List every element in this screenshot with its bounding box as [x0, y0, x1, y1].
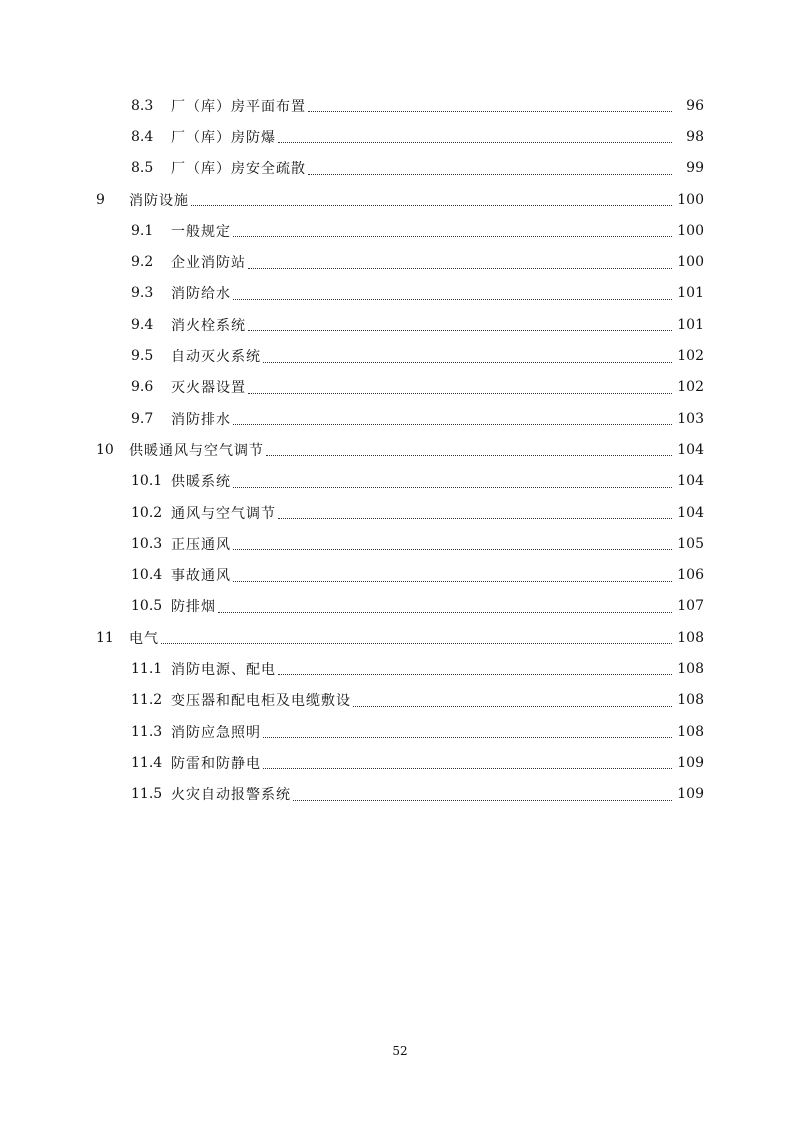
- toc-entry[interactable]: [0, 246, 800, 277]
- toc-entry-title: 通风与空气调节: [171, 505, 276, 522]
- toc-entry-title: 灭火器设置: [171, 380, 246, 397]
- dot-leader: [266, 455, 672, 456]
- dot-leader: [218, 612, 672, 613]
- toc-entry[interactable]: [0, 153, 800, 184]
- toc-entry-title: 一般规定: [171, 223, 231, 240]
- table-of-contents: [0, 90, 800, 810]
- toc-entry-number: 11.1: [131, 660, 163, 677]
- toc-entry-number: 9.4: [131, 316, 154, 333]
- toc-entry-number: 9: [96, 191, 105, 208]
- toc-entry[interactable]: [0, 121, 800, 152]
- toc-entry-title: 事故通风: [171, 568, 231, 585]
- toc-entry-page: 99: [686, 160, 704, 177]
- toc-entry[interactable]: [0, 622, 800, 653]
- dot-leader: [278, 518, 672, 519]
- toc-entry[interactable]: [0, 278, 800, 309]
- dot-leader: [233, 487, 672, 488]
- toc-entry-title: 消防应急照明: [171, 724, 261, 741]
- toc-entry-page: 104: [677, 504, 704, 521]
- toc-entry-page: 101: [677, 285, 704, 302]
- toc-entry-title: 电气: [129, 630, 159, 647]
- toc-entry-title: 消防排水: [171, 411, 231, 428]
- toc-entry-page: 100: [677, 254, 704, 271]
- toc-entry-title: 消防电源、配电: [171, 661, 276, 678]
- toc-entry[interactable]: [0, 403, 800, 434]
- toc-entry[interactable]: [0, 466, 800, 497]
- toc-entry-title: 变压器和配电柜及电缆敷设: [171, 693, 351, 710]
- toc-entry[interactable]: [0, 716, 800, 747]
- toc-entry-title: 厂（库）房安全疏散: [171, 161, 306, 178]
- toc-entry-number: 11.2: [131, 692, 163, 709]
- toc-entry-number: 8.4: [131, 128, 154, 145]
- toc-entry[interactable]: [0, 184, 800, 215]
- toc-entry-page: 101: [677, 316, 704, 333]
- dot-leader: [248, 330, 672, 331]
- toc-entry-page: 106: [677, 567, 704, 584]
- toc-entry-number: 10.1: [131, 473, 163, 490]
- toc-entry-page: 107: [677, 598, 704, 615]
- dot-leader: [233, 299, 672, 300]
- toc-entry[interactable]: [0, 372, 800, 403]
- dot-leader: [293, 800, 672, 801]
- toc-entry-page: 104: [677, 441, 704, 458]
- toc-entry-page: 109: [677, 786, 704, 803]
- dot-leader: [233, 581, 672, 582]
- toc-entry[interactable]: [0, 528, 800, 559]
- toc-entry[interactable]: [0, 340, 800, 371]
- dot-leader: [308, 111, 672, 112]
- toc-entry-title: 防排烟: [171, 599, 216, 616]
- toc-entry-number: 10: [96, 441, 114, 458]
- toc-entry-number: 8.3: [131, 97, 154, 114]
- toc-entry-number: 10.5: [131, 598, 163, 615]
- toc-entry-number: 9.7: [131, 410, 154, 427]
- toc-entry-number: 11.5: [131, 786, 163, 803]
- toc-entry-page: 108: [677, 629, 704, 646]
- toc-entry-page: 109: [677, 754, 704, 771]
- dot-leader: [233, 424, 672, 425]
- toc-entry-title: 消防设施: [129, 192, 189, 209]
- dot-leader: [263, 362, 672, 363]
- dot-leader: [263, 768, 672, 769]
- dot-leader: [248, 268, 672, 269]
- dot-leader: [233, 236, 672, 237]
- toc-entry-page: 96: [686, 97, 704, 114]
- toc-entry-title: 消火栓系统: [171, 317, 246, 334]
- toc-entry-number: 10.3: [131, 535, 163, 552]
- dot-leader: [278, 674, 672, 675]
- toc-entry[interactable]: [0, 559, 800, 590]
- toc-entry-title: 自动灭火系统: [171, 349, 261, 366]
- dot-leader: [263, 737, 672, 738]
- toc-entry-page: 108: [677, 660, 704, 677]
- toc-entry-title: 供暖系统: [171, 474, 231, 491]
- toc-entry-number: 10.2: [131, 504, 163, 521]
- toc-entry-title: 正压通风: [171, 536, 231, 553]
- toc-entry-title: 消防给水: [171, 286, 231, 303]
- toc-entry-page: 104: [677, 473, 704, 490]
- toc-entry[interactable]: [0, 215, 800, 246]
- toc-entry[interactable]: [0, 309, 800, 340]
- toc-entry-page: 103: [677, 410, 704, 427]
- toc-entry[interactable]: [0, 779, 800, 810]
- toc-entry-title: 防雷和防静电: [171, 755, 261, 772]
- toc-entry[interactable]: [0, 653, 800, 684]
- dot-leader: [191, 205, 672, 206]
- toc-entry-number: 9.5: [131, 348, 154, 365]
- toc-entry-number: 9.3: [131, 285, 154, 302]
- toc-entry-title: 火灾自动报警系统: [171, 787, 291, 804]
- toc-entry-number: 9.6: [131, 379, 154, 396]
- dot-leader: [248, 393, 672, 394]
- toc-entry[interactable]: [0, 497, 800, 528]
- toc-entry-title: 企业消防站: [171, 255, 246, 272]
- toc-entry-page: 98: [686, 128, 704, 145]
- dot-leader: [161, 643, 672, 644]
- toc-entry-number: 11.3: [131, 723, 163, 740]
- toc-entry-page: 100: [677, 191, 704, 208]
- toc-entry-title: 供暖通风与空气调节: [129, 442, 264, 459]
- dot-leader: [233, 549, 672, 550]
- toc-entry-page: 108: [677, 692, 704, 709]
- toc-entry-page: 105: [677, 535, 704, 552]
- toc-entry-page: 102: [677, 348, 704, 365]
- toc-entry[interactable]: [0, 90, 800, 121]
- toc-entry[interactable]: [0, 685, 800, 716]
- page-number: 52: [392, 1044, 408, 1058]
- toc-entry-number: 8.5: [131, 160, 154, 177]
- toc-entry-title: 厂（库）房平面布置: [171, 98, 306, 115]
- toc-entry-page: 100: [677, 222, 704, 239]
- toc-entry-number: 10.4: [131, 567, 163, 584]
- toc-entry-page: 102: [677, 379, 704, 396]
- toc-entry-page: 108: [677, 723, 704, 740]
- dot-leader: [278, 142, 672, 143]
- toc-entry[interactable]: [0, 591, 800, 622]
- toc-entry-number: 11: [96, 629, 114, 646]
- dot-leader: [353, 706, 672, 707]
- toc-entry-number: 11.4: [131, 754, 163, 771]
- toc-entry-number: 9.2: [131, 254, 154, 271]
- toc-entry-title: 厂（库）房防爆: [171, 129, 276, 146]
- dot-leader: [308, 174, 672, 175]
- toc-entry[interactable]: [0, 434, 800, 465]
- toc-entry-number: 9.1: [131, 222, 154, 239]
- toc-entry[interactable]: [0, 747, 800, 778]
